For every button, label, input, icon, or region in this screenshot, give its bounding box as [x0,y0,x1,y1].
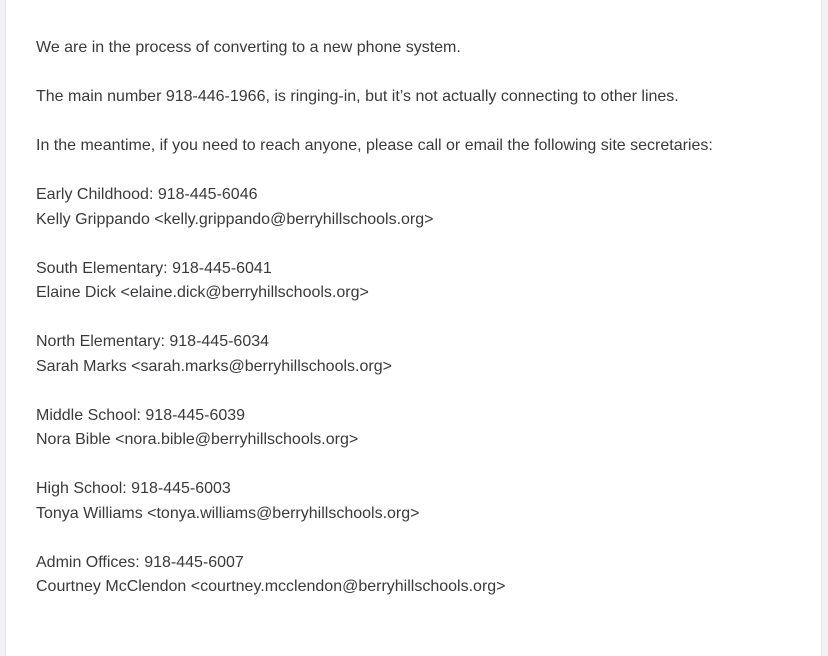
contact-admin-offices [36,551,806,600]
contact-middle-school [36,404,806,453]
contact-south-elementary [36,257,806,306]
main-number-paragraph: The main number 918-446-1966, is ringing-in, but it’s not actually connecting to other lines. [36,88,679,105]
contact-site-phone: High School: 918-445-6003 [36,480,231,497]
contact-high-school [36,477,806,526]
contact-person-email[interactable]: Elaine Dick <elaine.dick@berryhillschools.org> [36,284,369,301]
contact-person-email[interactable]: Sarah Marks <sarah.marks@berryhillschools.org> [36,357,392,375]
contact-person-email[interactable]: Courtney McClendon <courtney.mcclendon@berryhillschools.org> [36,578,506,595]
intro-paragraph: We are in the process of converting to a new phone system. [36,39,461,56]
message-body [6,0,821,656]
contact-site-phone: Admin Offices: 918-445-6007 [36,553,244,571]
contact-person-email[interactable]: Nora Bible <nora.bible@berryhillschools.org> [36,431,359,448]
contact-person-email[interactable]: Tonya Williams <tonya.williams@berryhillschools.org> [36,504,420,522]
message-content [36,36,806,624]
contact-site-phone: North Elementary: 918-445-6034 [36,333,270,350]
contact-site-phone: Early Childhood: 918-445-6046 [36,186,258,203]
contact-site-phone: Middle School: 918-445-6039 [36,406,246,424]
contact-site-phone: South Elementary: 918-445-6041 [36,259,272,277]
contact-early-childhood [36,183,806,232]
instructions-paragraph: In the meantime, if you need to reach anyone, please call or email the following site secretaries: [36,137,713,154]
contact-person-email[interactable]: Kelly Grippando <kelly.grippando@berryhillschools.org> [36,210,434,228]
contact-north-elementary [36,330,806,379]
